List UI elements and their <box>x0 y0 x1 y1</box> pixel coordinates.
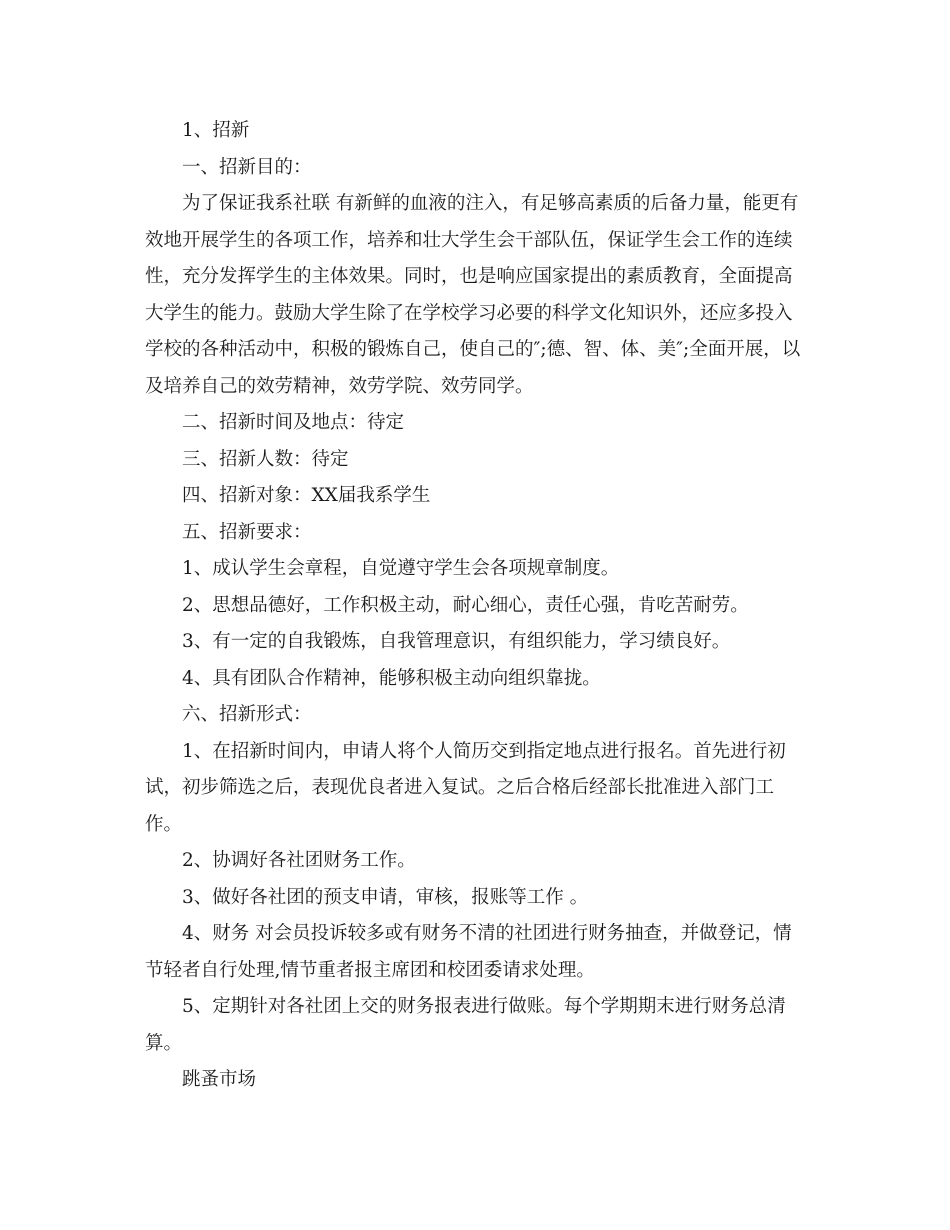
heading-format: 六、招新形式： <box>182 704 312 725</box>
format-item: 3、做好各社团的预支申请，审核，报账等工作 。 <box>182 886 589 908</box>
format-item: 4、财务 对会员投诉较多或有财务不清的社团进行财务抽查，并做登记，情节轻者自行处理,情节重者报主席团和校团委请求处理。 <box>145 923 792 981</box>
section-heading-flea-market: 跳蚤市场 <box>182 1069 257 1090</box>
paragraph-purpose: 为了保证我系社联 有新鲜的血液的注入，有足够高素质的后备力量，能更有效地开展学生的各项工作，培养和壮大学生会干部队伍，保证学生会工作的连续性，充分发挥学生的主体效果。同时，也是响应国家提出的素质教育，全面提高大学生的能力。鼓励大学生除了在学校学习必要的科学文化知识外，还应多投入学校的各种活动中，积极的锻炼自己，使自己的″;德、智、体、美″;全面开展，以及培养自己的效劳精神，效劳学院、效劳同学。 <box>145 193 801 397</box>
requirement-item: 1、成认学生会章程，自觉遵守学生会各项规章制度。 <box>182 558 620 579</box>
heading-headcount: 三、招新人数：待定 <box>182 448 349 470</box>
document-body <box>145 113 807 1099</box>
heading-time-location: 二、招新时间及地点：待定 <box>182 412 405 433</box>
heading-requirements: 五、招新要求： <box>182 521 312 543</box>
format-item: 2、协调好各社团财务工作。 <box>182 850 416 871</box>
section-heading-recruitment: 1、招新 <box>182 120 250 141</box>
format-item: 1、在招新时间内，申请人将个人简历交到指定地点进行报名。首先进行初试，初步筛选之后，表现优良者进入复试。之后合格后经部长批准进入部门工作。 <box>145 740 786 835</box>
heading-target: 四、招新对象：XX届我系学生 <box>182 485 431 506</box>
requirement-item: 3、有一定的自我锻炼，自我管理意识，有组织能力，学习绩良好。 <box>182 631 731 652</box>
requirement-item: 2、思想品德好，工作积极主动，耐心细心，责任心强，肯吃苦耐劳。 <box>182 594 749 616</box>
requirement-item: 4、具有团队合作精神，能够积极主动向组织靠拢。 <box>182 667 601 689</box>
format-item: 5、定期针对各社团上交的财务报表进行做账。每个学期期末进行财务总清算。 <box>145 996 786 1054</box>
heading-purpose: 一、招新目的： <box>182 156 312 178</box>
